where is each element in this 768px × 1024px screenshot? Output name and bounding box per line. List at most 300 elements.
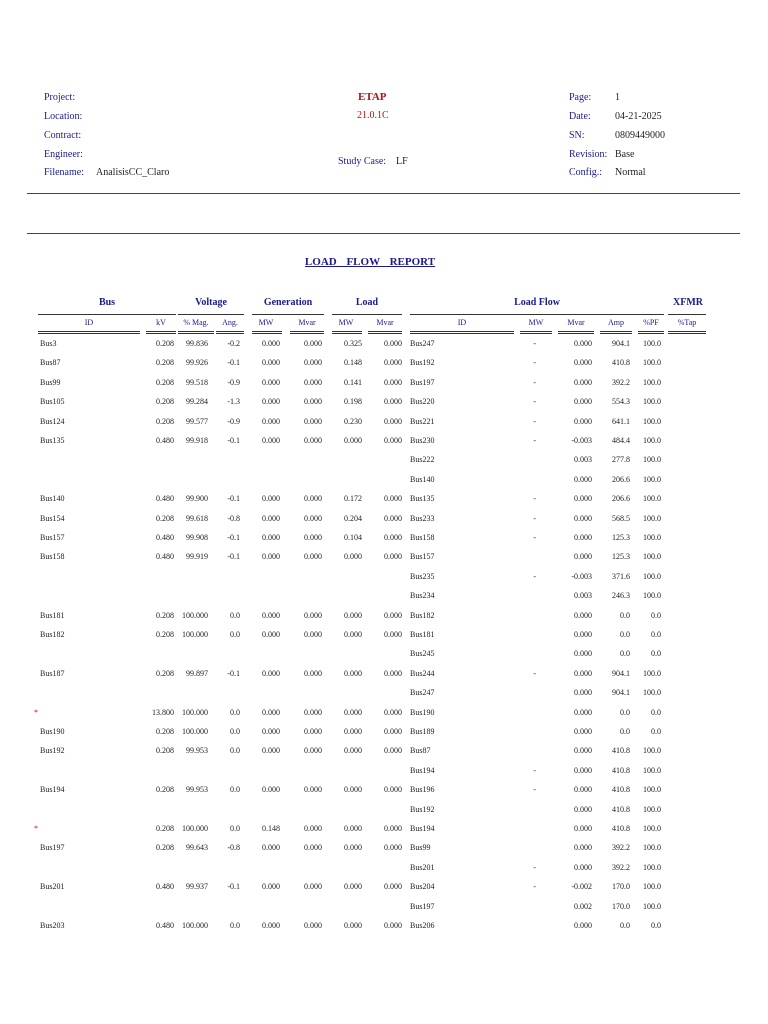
cell-lf-id: Bus157 (410, 552, 435, 561)
cell-gen-mw: 0.000 (262, 785, 280, 794)
cell-load-mvar: 0.000 (384, 611, 402, 620)
cell-kv: 0.208 (156, 611, 174, 620)
cell-amp: 0.0 (620, 611, 630, 620)
cell-load-mvar: 0.000 (384, 339, 402, 348)
group-bus: Bus (98, 297, 116, 308)
cell-mag: 99.900 (186, 494, 208, 503)
cell-ang: -0.1 (227, 436, 240, 445)
col-amp: Amp (608, 318, 624, 327)
cell-lf-mvar: 0.000 (574, 863, 592, 872)
rule-col-gen-mw-2 (252, 333, 282, 334)
cell-lf-mvar: 0.003 (574, 591, 592, 600)
cell-mag: 99.937 (186, 882, 208, 891)
cell-gen-mw: 0.000 (262, 514, 280, 523)
cell-lf-mvar: 0.000 (574, 785, 592, 794)
app-version: 21.0.1C (357, 110, 389, 121)
cell-mag: 99.836 (186, 339, 208, 348)
cell-lf-mw: - (533, 358, 536, 367)
cell-mag: 99.919 (186, 552, 208, 561)
rule-col-load-mw-2 (332, 333, 362, 334)
cell-pf: 0.0 (651, 649, 661, 658)
cell-mag: 99.618 (186, 514, 208, 523)
cell-pf: 100.0 (643, 746, 661, 755)
cell-load-mvar: 0.000 (384, 436, 402, 445)
cell-pf: 100.0 (643, 843, 661, 852)
cell-ang: -0.1 (227, 494, 240, 503)
col-gen-mw: MW (258, 318, 274, 327)
cell-load-mvar: 0.000 (384, 378, 402, 387)
cell-load-mvar: 0.000 (384, 843, 402, 852)
col-ang: Ang. (222, 318, 238, 327)
cell-amp: 0.0 (620, 708, 630, 717)
rule-col-ang (216, 331, 244, 332)
cell-gen-mw: 0.000 (262, 552, 280, 561)
cell-amp: 641.1 (612, 417, 630, 426)
rule-col-mag-2 (178, 333, 214, 334)
page-value: 1 (615, 92, 620, 103)
cell-amp: 0.0 (620, 649, 630, 658)
cell-gen-mw: 0.000 (262, 417, 280, 426)
cell-lf-mvar: -0.003 (571, 436, 592, 445)
filename-label: Filename: (44, 167, 84, 178)
rule-col-lf-mvar (558, 331, 594, 332)
cell-gen-mvar: 0.000 (304, 630, 322, 639)
cell-lf-id: Bus245 (410, 649, 435, 658)
cell-lf-mvar: -0.003 (571, 572, 592, 581)
cell-load-mw: 0.000 (344, 882, 362, 891)
cell-lf-mvar: 0.000 (574, 378, 592, 387)
cell-amp: 125.3 (612, 552, 630, 561)
rule-col-lf-mvar-2 (558, 333, 594, 334)
cell-mag: 99.953 (186, 785, 208, 794)
cell-load-mvar: 0.000 (384, 514, 402, 523)
cell-amp: 410.8 (612, 766, 630, 775)
rule-col-gen-mw (252, 331, 282, 332)
cell-pf: 100.0 (643, 669, 661, 678)
cell-lf-id: Bus158 (410, 533, 435, 542)
cell-amp: 246.3 (612, 591, 630, 600)
cell-gen-mvar: 0.000 (304, 727, 322, 736)
cell-lf-id: Bus221 (410, 417, 435, 426)
cell-load-mw: 0.000 (344, 611, 362, 620)
cell-gen-mw: 0.000 (262, 397, 280, 406)
cell-kv: 0.208 (156, 358, 174, 367)
cell-load-mw: 0.148 (344, 358, 362, 367)
cell-bus-id: Bus187 (40, 669, 65, 678)
cell-load-mw: 0.000 (344, 669, 362, 678)
study-case-value: LF (396, 156, 408, 167)
cell-load-mvar: 0.000 (384, 533, 402, 542)
rule-col-gen-mvar (290, 331, 324, 332)
cell-lf-id: Bus235 (410, 572, 435, 581)
cell-ang: -0.1 (227, 669, 240, 678)
cell-pf: 100.0 (643, 882, 661, 891)
cell-bus-id: Bus182 (40, 630, 65, 639)
cell-bus-id: Bus190 (40, 727, 65, 736)
cell-bus-id: Bus197 (40, 843, 65, 852)
rule-col-tap-2 (668, 333, 706, 334)
revision-label: Revision: (569, 149, 608, 160)
cell-lf-mw: - (533, 417, 536, 426)
cell-pf: 0.0 (651, 921, 661, 930)
cell-ang: -0.9 (227, 417, 240, 426)
cell-gen-mw: 0.000 (262, 746, 280, 755)
cell-bus-id: Bus140 (40, 494, 65, 503)
cell-load-mw: 0.230 (344, 417, 362, 426)
cell-lf-mw: - (533, 436, 536, 445)
cell-load-mw: 0.325 (344, 339, 362, 348)
rule-col-kv-2 (146, 333, 176, 334)
page-label: Page: (569, 92, 592, 103)
cell-lf-id: Bus220 (410, 397, 435, 406)
cell-kv: 0.480 (156, 533, 174, 542)
cell-gen-mvar: 0.000 (304, 611, 322, 620)
cell-gen-mvar: 0.000 (304, 397, 322, 406)
rule-col-tap (668, 331, 706, 332)
cell-lf-id: Bus197 (410, 902, 435, 911)
cell-gen-mw: 0.000 (262, 921, 280, 930)
cell-load-mw: 0.000 (344, 746, 362, 755)
cell-pf: 100.0 (643, 902, 661, 911)
cell-amp: 484.4 (612, 436, 630, 445)
cell-kv: 0.208 (156, 785, 174, 794)
cell-bus-id: Bus181 (40, 611, 65, 620)
cell-mag: 100.000 (182, 824, 208, 833)
cell-amp: 392.2 (612, 378, 630, 387)
cell-ang: 0.0 (230, 746, 240, 755)
contract-label: Contract: (44, 130, 82, 141)
cell-mag: 99.643 (186, 843, 208, 852)
rule-load (332, 314, 402, 315)
cell-mag: 99.518 (186, 378, 208, 387)
cell-amp: 0.0 (620, 727, 630, 736)
cell-amp: 554.3 (612, 397, 630, 406)
cell-lf-mvar: 0.000 (574, 397, 592, 406)
cell-bus-id: Bus3 (40, 339, 57, 348)
cell-load-mvar: 0.000 (384, 397, 402, 406)
cell-load-mw: 0.141 (344, 378, 362, 387)
cell-bus-id: Bus192 (40, 746, 65, 755)
cell-load-mw: 0.172 (344, 494, 362, 503)
cell-amp: 206.6 (612, 475, 630, 484)
cell-ang: 0.0 (230, 611, 240, 620)
cell-bus-id: Bus154 (40, 514, 65, 523)
cell-kv: 0.208 (156, 378, 174, 387)
cell-lf-id: Bus87 (410, 746, 431, 755)
cell-gen-mvar: 0.000 (304, 417, 322, 426)
cell-ang: 0.0 (230, 630, 240, 639)
cell-lf-mvar: 0.000 (574, 630, 592, 639)
cell-bus-id: * (34, 708, 38, 717)
rule-col-pf (638, 331, 664, 332)
cell-pf: 100.0 (643, 766, 661, 775)
cell-load-mvar: 0.000 (384, 417, 402, 426)
cell-kv: 0.208 (156, 417, 174, 426)
cell-lf-mvar: 0.000 (574, 746, 592, 755)
cell-bus-id: Bus87 (40, 358, 61, 367)
cell-load-mvar: 0.000 (384, 746, 402, 755)
cell-lf-id: Bus233 (410, 514, 435, 523)
cell-pf: 100.0 (643, 378, 661, 387)
app-name: ETAP (358, 91, 387, 103)
cell-lf-mw: - (533, 339, 536, 348)
cell-gen-mvar: 0.000 (304, 824, 322, 833)
revision-value: Base (615, 149, 635, 160)
cell-amp: 904.1 (612, 339, 630, 348)
sn-label: SN: (569, 130, 585, 141)
cell-bus-id: Bus157 (40, 533, 65, 542)
cell-kv: 0.480 (156, 921, 174, 930)
rule-col-load-mvar-2 (368, 333, 402, 334)
cell-lf-id: Bus194 (410, 824, 435, 833)
cell-amp: 410.8 (612, 805, 630, 814)
cell-lf-id: Bus244 (410, 669, 435, 678)
cell-amp: 392.2 (612, 843, 630, 852)
cell-bus-id: Bus135 (40, 436, 65, 445)
cell-amp: 410.8 (612, 358, 630, 367)
cell-load-mw: 0.000 (344, 921, 362, 930)
cell-lf-id: Bus201 (410, 863, 435, 872)
cell-lf-id: Bus182 (410, 611, 435, 620)
cell-lf-mvar: 0.000 (574, 552, 592, 561)
cell-gen-mvar: 0.000 (304, 552, 322, 561)
cell-pf: 100.0 (643, 417, 661, 426)
cell-lf-mw: - (533, 514, 536, 523)
cell-lf-mvar: 0.000 (574, 921, 592, 930)
cell-pf: 100.0 (643, 494, 661, 503)
cell-gen-mw: 0.000 (262, 339, 280, 348)
cell-pf: 100.0 (643, 572, 661, 581)
rule-col-pf-2 (638, 333, 664, 334)
cell-gen-mvar: 0.000 (304, 378, 322, 387)
cell-lf-mvar: 0.000 (574, 669, 592, 678)
cell-ang: 0.0 (230, 824, 240, 833)
cell-pf: 100.0 (643, 785, 661, 794)
cell-lf-mvar: 0.000 (574, 514, 592, 523)
cell-bus-id: * (34, 824, 38, 833)
cell-gen-mvar: 0.000 (304, 708, 322, 717)
cell-load-mvar: 0.000 (384, 727, 402, 736)
cell-gen-mvar: 0.000 (304, 533, 322, 542)
cell-load-mvar: 0.000 (384, 785, 402, 794)
cell-gen-mw: 0.000 (262, 669, 280, 678)
cell-mag: 99.284 (186, 397, 208, 406)
cell-gen-mvar: 0.000 (304, 669, 322, 678)
cell-pf: 100.0 (643, 397, 661, 406)
sn-value: 0809449000 (615, 130, 665, 141)
cell-mag: 100.000 (182, 921, 208, 930)
cell-load-mw: 0.000 (344, 436, 362, 445)
cell-load-mw: 0.204 (344, 514, 362, 523)
cell-lf-mvar: 0.000 (574, 533, 592, 542)
rule-col-lf-mw (520, 331, 552, 332)
cell-kv: 13.800 (152, 708, 174, 717)
cell-lf-mw: - (533, 397, 536, 406)
cell-gen-mvar: 0.000 (304, 339, 322, 348)
cell-kv: 0.480 (156, 494, 174, 503)
rule-col-load-mw (332, 331, 362, 332)
cell-gen-mvar: 0.000 (304, 882, 322, 891)
cell-lf-mvar: 0.000 (574, 339, 592, 348)
cell-lf-mw: - (533, 494, 536, 503)
cell-kv: 0.208 (156, 397, 174, 406)
cell-gen-mw: 0.148 (262, 824, 280, 833)
cell-amp: 904.1 (612, 669, 630, 678)
rule-col-gen-mvar-2 (290, 333, 324, 334)
cell-kv: 0.208 (156, 514, 174, 523)
col-load-mvar: Mvar (376, 318, 394, 327)
cell-lf-id: Bus181 (410, 630, 435, 639)
cell-lf-id: Bus190 (410, 708, 435, 717)
cell-kv: 0.208 (156, 746, 174, 755)
cell-load-mvar: 0.000 (384, 708, 402, 717)
cell-ang: -0.1 (227, 552, 240, 561)
cell-lf-id: Bus222 (410, 455, 435, 464)
col-mag: % Mag. (183, 318, 209, 327)
rule-load-flow (410, 314, 664, 315)
cell-pf: 100.0 (643, 863, 661, 872)
cell-load-mvar: 0.000 (384, 824, 402, 833)
cell-mag: 100.000 (182, 611, 208, 620)
cell-pf: 100.0 (643, 552, 661, 561)
cell-pf: 100.0 (643, 805, 661, 814)
cell-gen-mvar: 0.000 (304, 921, 322, 930)
rule-col-id (38, 331, 140, 332)
cell-amp: 568.5 (612, 514, 630, 523)
cell-gen-mw: 0.000 (262, 436, 280, 445)
cell-load-mvar: 0.000 (384, 630, 402, 639)
cell-lf-mw: - (533, 669, 536, 678)
cell-pf: 0.0 (651, 727, 661, 736)
report-title: LOAD FLOW REPORT (304, 256, 436, 268)
cell-ang: -0.1 (227, 882, 240, 891)
col-pf: %PF (643, 318, 659, 327)
cell-lf-mvar: 0.000 (574, 766, 592, 775)
cell-pf: 100.0 (643, 533, 661, 542)
cell-bus-id: Bus194 (40, 785, 65, 794)
group-load: Load (355, 297, 379, 308)
cell-mag: 99.897 (186, 669, 208, 678)
cell-load-mw: 0.000 (344, 824, 362, 833)
cell-bus-id: Bus124 (40, 417, 65, 426)
cell-ang: -0.2 (227, 339, 240, 348)
cell-lf-mvar: 0.000 (574, 611, 592, 620)
cell-lf-mw: - (533, 572, 536, 581)
cell-ang: 0.0 (230, 785, 240, 794)
cell-pf: 0.0 (651, 630, 661, 639)
col-load-mw: MW (338, 318, 354, 327)
col-tap: %Tap (677, 318, 697, 327)
cell-lf-id: Bus135 (410, 494, 435, 503)
cell-lf-id: Bus247 (410, 339, 435, 348)
cell-gen-mw: 0.000 (262, 358, 280, 367)
cell-load-mvar: 0.000 (384, 552, 402, 561)
cell-mag: 99.926 (186, 358, 208, 367)
rule-generation (252, 314, 324, 315)
cell-gen-mw: 0.000 (262, 378, 280, 387)
cell-gen-mvar: 0.000 (304, 494, 322, 503)
cell-gen-mw: 0.000 (262, 708, 280, 717)
cell-amp: 170.0 (612, 902, 630, 911)
cell-lf-mw: - (533, 882, 536, 891)
cell-load-mw: 0.000 (344, 630, 362, 639)
cell-kv: 0.208 (156, 630, 174, 639)
cell-gen-mvar: 0.000 (304, 358, 322, 367)
cell-ang: -0.8 (227, 514, 240, 523)
config-label: Config.: (569, 167, 603, 178)
cell-kv: 0.480 (156, 436, 174, 445)
cell-load-mvar: 0.000 (384, 494, 402, 503)
rule-col-amp (600, 331, 632, 332)
cell-pf: 100.0 (643, 436, 661, 445)
cell-bus-id: Bus201 (40, 882, 65, 891)
study-case-label: Study Case: (338, 156, 387, 167)
cell-lf-id: Bus189 (410, 727, 435, 736)
date-value: 04-21-2025 (615, 111, 662, 122)
rule-col-lf-id (410, 331, 514, 332)
cell-lf-mw: - (533, 766, 536, 775)
config-value: Normal (615, 167, 646, 178)
col-lf-id: ID (457, 318, 467, 327)
cell-lf-mvar: 0.000 (574, 843, 592, 852)
cell-gen-mw: 0.000 (262, 882, 280, 891)
cell-mag: 100.000 (182, 708, 208, 717)
cell-load-mw: 0.198 (344, 397, 362, 406)
rule-col-mag (178, 331, 214, 332)
cell-lf-mvar: 0.000 (574, 727, 592, 736)
group-voltage: Voltage (195, 297, 227, 308)
cell-mag: 100.000 (182, 727, 208, 736)
col-lf-mvar: Mvar (567, 318, 585, 327)
cell-load-mw: 0.000 (344, 785, 362, 794)
cell-amp: 125.3 (612, 533, 630, 542)
cell-pf: 100.0 (643, 688, 661, 697)
cell-lf-mvar: 0.000 (574, 688, 592, 697)
cell-load-mw: 0.104 (344, 533, 362, 542)
cell-lf-mvar: 0.000 (574, 417, 592, 426)
cell-gen-mw: 0.000 (262, 727, 280, 736)
cell-load-mw: 0.000 (344, 708, 362, 717)
cell-kv: 0.208 (156, 727, 174, 736)
cell-pf: 100.0 (643, 514, 661, 523)
cell-gen-mvar: 0.000 (304, 436, 322, 445)
cell-mag: 99.918 (186, 436, 208, 445)
cell-pf: 100.0 (643, 358, 661, 367)
cell-load-mw: 0.000 (344, 727, 362, 736)
rule-col-lf-id-2 (410, 333, 514, 334)
rule-col-load-mvar (368, 331, 402, 332)
cell-pf: 0.0 (651, 708, 661, 717)
cell-amp: 170.0 (612, 882, 630, 891)
cell-load-mvar: 0.000 (384, 358, 402, 367)
cell-gen-mw: 0.000 (262, 494, 280, 503)
cell-amp: 206.6 (612, 494, 630, 503)
rule-col-lf-mw-2 (520, 333, 552, 334)
cell-lf-mvar: 0.000 (574, 805, 592, 814)
cell-lf-id: Bus196 (410, 785, 435, 794)
cell-ang: -0.1 (227, 358, 240, 367)
rule-voltage (178, 314, 244, 315)
rule-bus (38, 314, 176, 315)
cell-kv: 0.208 (156, 843, 174, 852)
cell-lf-mw: - (533, 785, 536, 794)
cell-gen-mvar: 0.000 (304, 843, 322, 852)
cell-bus-id: Bus158 (40, 552, 65, 561)
col-kv: kV (156, 318, 166, 327)
cell-amp: 410.8 (612, 785, 630, 794)
cell-mag: 100.000 (182, 630, 208, 639)
cell-lf-mvar: 0.000 (574, 475, 592, 484)
